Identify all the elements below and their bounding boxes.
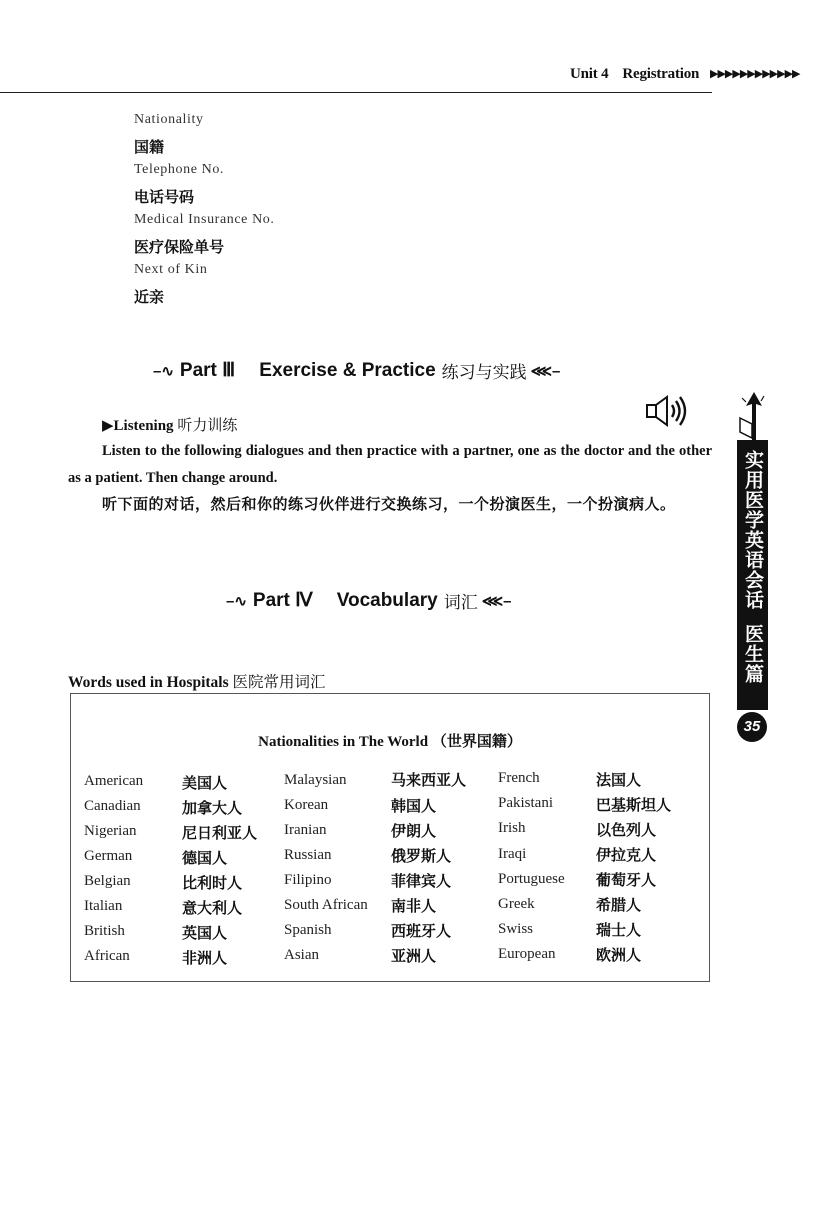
listening-instructions-en: Listen to the following dialogues and then practice with a partner, one as the doctor and the other as a patient. Then change around. bbox=[68, 443, 712, 486]
part4-title: Vocabulary bbox=[336, 589, 438, 611]
field-label-en: Nationality bbox=[134, 112, 204, 127]
word-zh: 意大利人 bbox=[182, 899, 243, 917]
part3-title-zh: 练习与实践 bbox=[441, 363, 527, 383]
word-en: American bbox=[84, 773, 144, 789]
side-tab-label bbox=[737, 450, 768, 684]
word-zh: 美国人 bbox=[182, 774, 228, 792]
word-zh: 英国人 bbox=[182, 924, 228, 942]
word-en: Belgian bbox=[84, 873, 131, 889]
table-title: Nationalities in The World bbox=[258, 734, 429, 750]
words-title-zh: 医院常用词汇 bbox=[232, 673, 326, 691]
table-title-zh: （世界国籍） bbox=[431, 732, 522, 750]
word-en: Italian bbox=[84, 898, 123, 914]
header-rule bbox=[0, 92, 712, 93]
word-zh: 希腊人 bbox=[596, 896, 642, 914]
word-zh: 瑞士人 bbox=[596, 921, 642, 939]
field-label-zh: 近亲 bbox=[134, 288, 165, 306]
word-en: Iraqi bbox=[498, 846, 527, 862]
word-zh: 非洲人 bbox=[182, 949, 228, 967]
word-zh: 西班牙人 bbox=[391, 922, 452, 940]
word-zh: 以色列人 bbox=[596, 821, 657, 839]
word-zh: 伊拉克人 bbox=[596, 846, 657, 864]
word-zh: 马来西亚人 bbox=[391, 771, 467, 789]
word-en: Asian bbox=[284, 947, 319, 963]
word-zh: 欧洲人 bbox=[596, 946, 642, 964]
part3-label: Part Ⅲ bbox=[179, 360, 236, 381]
field-label-zh: 国籍 bbox=[134, 138, 165, 156]
word-zh: 比利时人 bbox=[182, 874, 243, 892]
leaf-ornament-right-icon: ⋘– bbox=[530, 362, 561, 380]
leaf-ornament-left-icon: –∿ bbox=[153, 362, 174, 380]
listening-heading bbox=[102, 414, 237, 435]
part3-title: Exercise & Practice bbox=[259, 359, 436, 381]
word-en: Pakistani bbox=[498, 795, 553, 811]
word-en: Canadian bbox=[84, 798, 141, 814]
word-zh: 伊朗人 bbox=[391, 822, 437, 840]
part4-title-zh: 词汇 bbox=[443, 593, 478, 613]
field-label-en: Telephone No. bbox=[134, 162, 225, 177]
field-label-en: Medical Insurance No. bbox=[134, 212, 275, 227]
word-en: South African bbox=[284, 897, 368, 913]
listening-title: ▶Listening bbox=[102, 418, 174, 434]
word-en: British bbox=[84, 923, 125, 939]
word-zh: 南非人 bbox=[391, 897, 437, 915]
word-zh: 法国人 bbox=[596, 771, 642, 789]
word-en: European bbox=[498, 946, 556, 962]
word-zh: 韩国人 bbox=[391, 797, 437, 815]
volume-title: 医生篇 bbox=[742, 624, 764, 684]
words-section-title bbox=[68, 670, 326, 692]
word-zh: 加拿大人 bbox=[182, 799, 243, 817]
chapter-title: Registration bbox=[622, 66, 700, 82]
word-en: Malaysian bbox=[284, 772, 347, 788]
word-en: Portuguese bbox=[498, 871, 565, 887]
unit-label: Unit 4 bbox=[570, 66, 609, 82]
word-en: Swiss bbox=[498, 921, 534, 937]
field-label-zh: 电话号码 bbox=[134, 188, 195, 206]
leaf-ornament-left-icon: –∿ bbox=[226, 592, 247, 610]
word-en: Russian bbox=[284, 847, 332, 863]
word-en: Korean bbox=[284, 797, 329, 813]
word-zh: 葡萄牙人 bbox=[596, 871, 657, 889]
listening-instructions-zh: 听下面的对话，然后和你的练习伙伴进行交换练习，一个扮演医生，一个扮演病人。 bbox=[102, 495, 676, 513]
running-header bbox=[570, 66, 699, 83]
word-zh: 亚洲人 bbox=[391, 947, 437, 965]
part4-label: Part Ⅳ bbox=[252, 590, 313, 611]
header-arrows: ▶▶▶▶▶▶▶▶▶▶▶▶ bbox=[710, 68, 800, 80]
word-zh: 巴基斯坦人 bbox=[596, 796, 672, 814]
listening-title-zh: 听力训练 bbox=[177, 416, 238, 434]
word-en: Nigerian bbox=[84, 823, 137, 839]
word-zh: 德国人 bbox=[182, 849, 228, 867]
word-zh: 俄罗斯人 bbox=[391, 847, 452, 865]
word-en: Filipino bbox=[284, 872, 332, 888]
field-label-zh: 医疗保险单号 bbox=[134, 238, 225, 256]
word-en: Iranian bbox=[284, 822, 327, 838]
vocabulary-table-title bbox=[70, 730, 710, 751]
word-en: Spanish bbox=[284, 922, 332, 938]
word-zh: 尼日利亚人 bbox=[182, 824, 258, 842]
word-en: French bbox=[498, 770, 540, 786]
field-label-en: Next of Kin bbox=[134, 262, 208, 277]
leaf-ornament-right-icon: ⋘– bbox=[481, 592, 512, 610]
words-title: Words used in Hospitals bbox=[68, 674, 229, 691]
part4-heading bbox=[226, 588, 511, 613]
flag-ornament-icon bbox=[734, 388, 774, 444]
book-title: 实用医学英语会话 bbox=[742, 450, 764, 610]
page-number: 35 bbox=[737, 712, 767, 742]
word-en: African bbox=[84, 948, 130, 964]
word-en: German bbox=[84, 848, 133, 864]
speaker-icon bbox=[645, 394, 691, 428]
part3-heading bbox=[153, 358, 560, 383]
word-en: Greek bbox=[498, 896, 535, 912]
word-zh: 菲律宾人 bbox=[391, 872, 452, 890]
word-en: Irish bbox=[498, 820, 526, 836]
